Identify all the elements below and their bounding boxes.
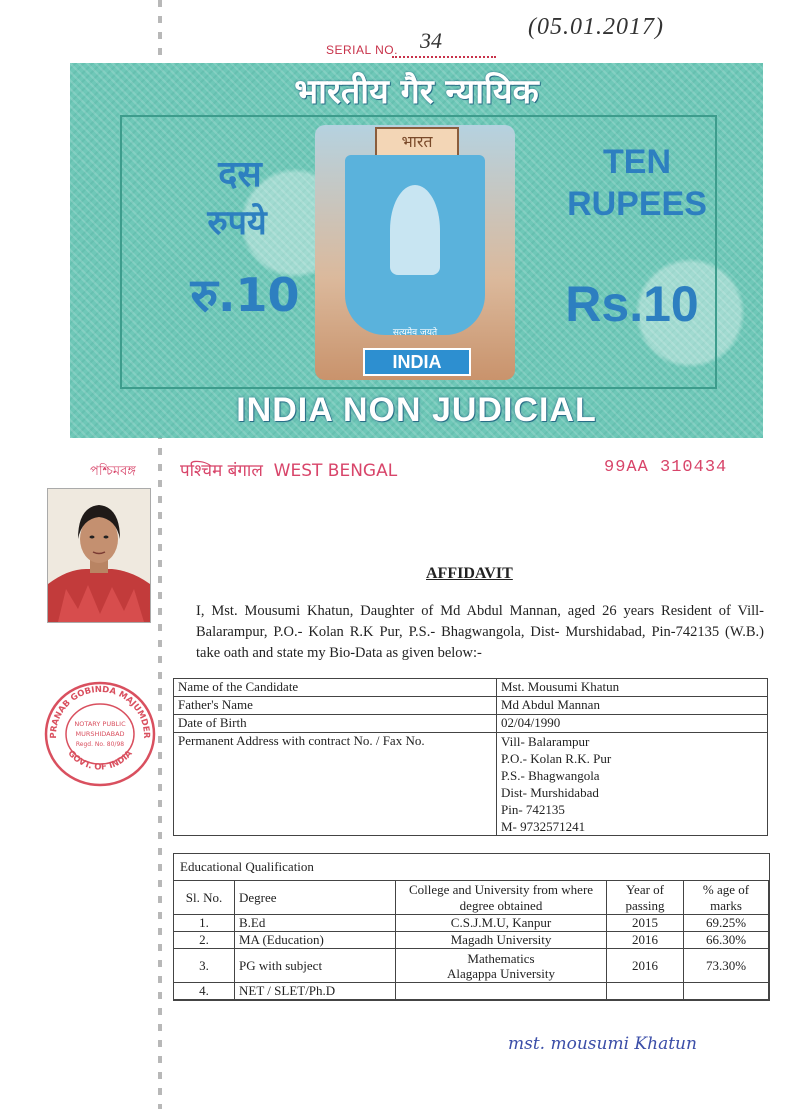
- stamp-serial-number: 99AA 310434: [604, 458, 728, 477]
- cell-college: C.S.J.M.U, Kanpur: [396, 915, 607, 932]
- hindi-amount: रु.10: [190, 268, 300, 322]
- table-row: [174, 715, 768, 733]
- notary-seal: [42, 680, 158, 788]
- cell-college: [396, 949, 607, 983]
- cell-marks: 66.30%: [684, 932, 769, 949]
- college-line: Alagappa University: [447, 965, 555, 981]
- bio-label: Name of the Candidate: [174, 679, 497, 697]
- stamp-top-text: भारतीय गैर न्यायिक: [294, 72, 539, 112]
- english-amount: Rs.10: [565, 276, 699, 332]
- lion-capital-icon: [390, 185, 440, 275]
- bharat-label: भारत: [375, 127, 459, 157]
- bio-value: Mst. Mousumi Khatun: [497, 679, 768, 697]
- cell-year: 2015: [607, 915, 684, 932]
- cell-degree: NET / SLET/Ph.D: [235, 983, 396, 1000]
- table-header-row: [174, 881, 769, 915]
- bio-label: Date of Birth: [174, 715, 497, 733]
- table-row: [174, 949, 769, 983]
- table-row: [174, 915, 769, 932]
- col-header: Sl. No.: [174, 881, 235, 915]
- col-header: College and University from where degree obtained: [396, 881, 607, 915]
- table-row: [174, 733, 768, 836]
- handwritten-date: (05.01.2017): [528, 14, 664, 40]
- address-line: Vill- Balarampur: [501, 734, 590, 749]
- seal-center-2: MURSHIDABAD: [75, 730, 125, 738]
- address-line: M- 9732571241: [501, 819, 586, 834]
- cell-year: 2016: [607, 932, 684, 949]
- education-section: [173, 853, 770, 1001]
- cell-sl: 1.: [174, 915, 235, 932]
- table-row: [174, 932, 769, 949]
- english-denomination-1: TEN: [603, 143, 671, 181]
- table-row: [174, 697, 768, 715]
- affidavit-paragraph: I, Mst. Mousumi Khatun, Daughter of Md Abdul Mannan, aged 26 years Resident of Vill- Balarampur, P.O.- Kolan R.K Pur, P.S.- Bhagwangola, Dist- Murshidabad, Pin-742135 (W.B.) take oath and state my Bio-Data as given below:-: [196, 603, 764, 661]
- state-name: [180, 458, 397, 481]
- seal-text-top: PRANAB GOBINDA MAJUMDER: [48, 684, 152, 739]
- address-line: P.S.- Bhagwangola: [501, 768, 600, 783]
- table-row: [174, 983, 769, 1000]
- cell-sl: 3.: [174, 949, 235, 983]
- serial-underline: [392, 56, 496, 58]
- cell-degree: MA (Education): [235, 932, 396, 949]
- stamp-paper: [70, 63, 763, 438]
- seal-center-1: NOTARY PUBLIC: [74, 720, 126, 728]
- motto: सत्यमेव जयते: [392, 328, 438, 338]
- hindi-denomination-1: दस: [218, 154, 262, 195]
- college-line: Mathematics: [467, 950, 535, 966]
- bio-value: 02/04/1990: [497, 715, 768, 733]
- seal-center-3: Regd. No. 80/98: [75, 741, 125, 748]
- serial-label: SERIAL NO.: [326, 43, 398, 57]
- cell-college: Magadh University: [396, 932, 607, 949]
- state-hindi: पश्चिम बंगाल: [180, 461, 263, 481]
- cell-marks: 73.30%: [684, 949, 769, 983]
- hindi-denomination-2: रुपये: [207, 203, 267, 243]
- bio-address: [497, 733, 768, 836]
- serial-number: 34: [420, 28, 442, 53]
- seal-text-bottom: GOVT. OF INDIA: [65, 748, 135, 773]
- table-row: [174, 679, 768, 697]
- education-table: [173, 880, 769, 1000]
- address-line: Pin- 742135: [501, 802, 565, 817]
- svg-text:GOVT. OF INDIA: [65, 748, 134, 772]
- cell-college: [396, 983, 607, 1000]
- bio-label: Permanent Address with contract No. / Fax No.: [174, 733, 497, 836]
- col-header: % age of marks: [684, 881, 769, 915]
- cell-marks: [684, 983, 769, 1000]
- biodata-table: [173, 678, 768, 836]
- affidavit-title: AFFIDAVIT: [426, 565, 513, 582]
- state-english: WEST BENGAL: [273, 461, 398, 481]
- education-heading: Educational Qualification: [180, 859, 314, 874]
- cell-sl: 2.: [174, 932, 235, 949]
- national-emblem: [315, 125, 515, 380]
- state-bengali: পশ্চিমবঙ্গ: [90, 464, 136, 479]
- cell-marks: 69.25%: [684, 915, 769, 932]
- col-header: Year of passing: [607, 881, 684, 915]
- india-label: INDIA: [363, 348, 471, 376]
- address-line: Dist- Murshidabad: [501, 785, 599, 800]
- cell-sl: 4.: [174, 983, 235, 1000]
- bio-value: Md Abdul Mannan: [497, 697, 768, 715]
- cell-year: [607, 983, 684, 1000]
- emblem-panel: [345, 155, 485, 335]
- candidate-photo: [47, 488, 151, 623]
- bio-label: Father's Name: [174, 697, 497, 715]
- cell-year: 2016: [607, 949, 684, 983]
- address-line: P.O.- Kolan R.K. Pur: [501, 751, 612, 766]
- cell-degree: B.Ed: [235, 915, 396, 932]
- english-denomination-2: RUPEES: [567, 185, 707, 223]
- cell-degree: PG with subject: [235, 949, 396, 983]
- candidate-signature: mst. mousumi Khatun: [508, 1034, 697, 1054]
- col-header: Degree: [235, 881, 396, 915]
- stamp-bottom-text: INDIA NON JUDICIAL: [236, 391, 597, 429]
